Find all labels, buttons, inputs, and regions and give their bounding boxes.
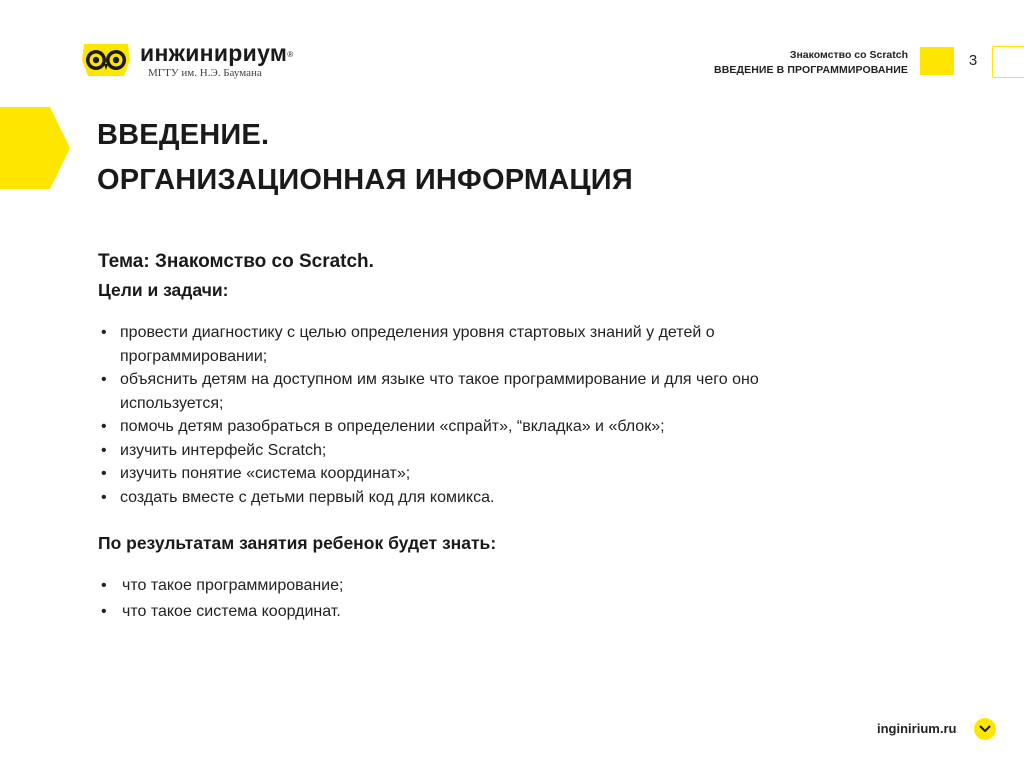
chevron-down-icon [979,725,991,733]
owl-logo-icon [80,40,132,80]
bullet-icon: • [101,441,107,459]
list-item: • помочь детям разобраться в определении «спрайт», “вкладка» и «блок»; [98,415,878,439]
header-info [714,48,908,78]
list-item: • провести диагностику с целью определения уровня стартовых знаний у детей о программировании; [98,321,878,368]
list-item: • изучить понятие «система координат»; [98,462,878,486]
section-name: ВВЕДЕНИЕ В ПРОГРАММИРОВАНИЕ [714,64,908,76]
slide-title [97,113,633,203]
header-accent-square [920,47,954,75]
header-frame-decoration [992,46,1024,78]
bullet-icon: • [101,371,107,388]
course-name: Знакомство со Scratch [789,49,908,61]
bullet-icon: • [101,488,107,506]
page-number: 3 [968,52,978,69]
results-label: По результатам занятия ребенок будет знать: [98,533,497,553]
left-accent-tab [0,107,70,189]
list-item: • объяснить детям на доступном им языке что такое программирование и для чего оно используется; [98,368,878,415]
bullet-icon: • [101,577,107,594]
slide-title-line1: ВВЕДЕНИЕ. [97,119,270,151]
list-item: • создать вместе с детьми первый код для комикса. [98,486,878,510]
bullet-icon: • [101,418,107,435]
bullet-icon: • [101,465,107,482]
results-list [98,573,878,625]
bullet-icon: • [101,603,107,620]
registered-mark: ® [287,50,294,59]
logo-subtitle: МГТУ им. Н.Э. Баумана [148,67,262,79]
scroll-down-button[interactable] [974,718,996,740]
list-item: • что такое программирование; [98,573,878,599]
topic: Тема: Знакомство со Scratch. [98,251,374,272]
goals-list [98,321,878,509]
slide-content [98,247,878,625]
logo [80,40,293,80]
website-link[interactable]: inginirium.ru [877,721,957,736]
goals-label: Цели и задачи: [98,280,229,300]
list-item: • изучить интерфейс Scratch; [98,439,878,463]
slide-title-line2: ОРГАНИЗАЦИОННАЯ ИНФОРМАЦИЯ [97,164,633,196]
list-item: • что такое система координат. [98,599,878,625]
logo-name: инжинириум® [140,40,294,66]
bullet-icon: • [101,324,107,341]
